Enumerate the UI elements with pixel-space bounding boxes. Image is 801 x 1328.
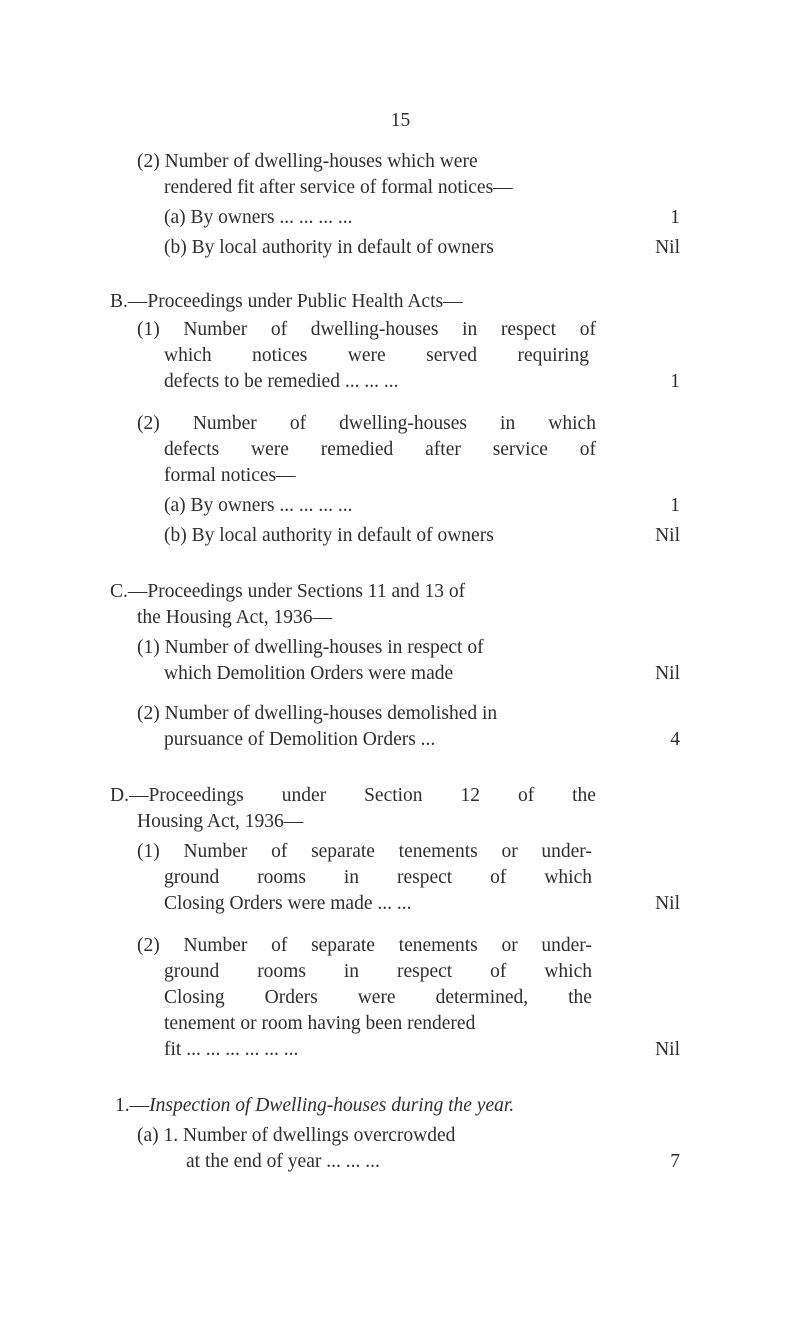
word: defects <box>164 439 220 460</box>
b-item-2b-value: Nil <box>655 525 680 546</box>
word: separate <box>311 841 375 862</box>
word: D.—Proceedings <box>110 785 244 806</box>
word: rooms <box>257 867 306 888</box>
word: which <box>544 961 592 982</box>
word: respect <box>396 961 453 982</box>
word: service <box>492 439 548 460</box>
word: requiring <box>517 345 589 366</box>
c-item-2-line-2: pursuance of Demolition Orders ... <box>164 729 436 750</box>
word: Section <box>364 785 423 806</box>
d-item-1-line-2 <box>164 866 592 890</box>
word: in <box>462 319 478 340</box>
c-item-1-line-2: which Demolition Orders were made <box>164 663 454 684</box>
word: of <box>270 319 288 340</box>
section-c-heading-line-2: the Housing Act, 1936— <box>137 607 332 628</box>
word: rooms <box>257 961 306 982</box>
b-item-1-value: 1 <box>670 371 680 392</box>
word: separate <box>311 935 375 956</box>
word: in <box>343 961 360 982</box>
word: (2) <box>137 935 160 956</box>
word: remedied <box>320 439 394 460</box>
d-item-2-line-2 <box>164 960 592 984</box>
d-item-1-line-1 <box>137 840 592 864</box>
word: the <box>572 785 596 806</box>
word: of <box>490 867 507 888</box>
word: of <box>579 439 596 460</box>
item-2-line-1: (2) Number of dwelling-houses which were <box>137 151 478 172</box>
c-item-1-value: Nil <box>655 663 680 684</box>
item-2-line-2: rendered fit after service of formal notices— <box>164 177 513 198</box>
word: Number <box>183 319 248 340</box>
d-item-2-line-5: fit ... ... ... ... ... ... <box>164 1039 299 1060</box>
word: were <box>357 987 396 1008</box>
word: Number <box>192 413 257 434</box>
word: dwelling-houses <box>310 319 439 340</box>
word: were <box>347 345 386 366</box>
word: (2) <box>137 413 160 434</box>
item-2b-value: Nil <box>655 237 680 258</box>
d-item-1-line-3: Closing Orders were made ... ... <box>164 893 412 914</box>
word: Number <box>183 841 248 862</box>
b-item-2-line-1 <box>137 412 596 436</box>
section-1-heading-prefix: 1.— <box>115 1095 150 1116</box>
item-2b-label: (b) By local authority in default of owners <box>164 237 494 258</box>
word: served <box>426 345 478 366</box>
word: of <box>271 935 288 956</box>
word: of <box>490 961 507 982</box>
section-d-heading-line-2: Housing Act, 1936— <box>137 811 304 832</box>
section-1-heading <box>115 1094 514 1118</box>
word: which <box>544 867 592 888</box>
item-2a-label: (a) By owners ... ... ... ... <box>164 207 353 228</box>
section-c-heading-line-1: C.—Proceedings under Sections 11 and 13 of <box>110 581 466 602</box>
d-item-2-line-4: tenement or room having been rendered <box>164 1013 476 1034</box>
word: under <box>281 785 327 806</box>
word: determined, <box>435 987 529 1008</box>
page-number: 15 <box>390 110 411 131</box>
section-1-heading-title: Inspection of Dwelling-houses during the year. <box>149 1095 515 1116</box>
word: or <box>501 935 518 956</box>
b-item-2a-value: 1 <box>670 495 680 516</box>
b-item-2a-label: (a) By owners ... ... ... ... <box>164 495 353 516</box>
word: in <box>500 413 516 434</box>
word: after <box>425 439 461 460</box>
word: which <box>548 413 596 434</box>
word: respect <box>396 867 453 888</box>
word: or <box>501 841 518 862</box>
word: of <box>579 319 596 340</box>
b-item-1-line-2 <box>164 344 589 368</box>
d-item-2-value: Nil <box>655 1039 680 1060</box>
word: tenements <box>398 841 478 862</box>
word: under- <box>541 935 592 956</box>
word: Number <box>183 935 248 956</box>
b-item-1-line-1 <box>137 318 596 342</box>
word: (1) <box>137 319 160 340</box>
c-item-2-line-1: (2) Number of dwelling-houses demolished in <box>137 703 498 724</box>
b-item-2-line-2 <box>164 438 596 462</box>
c-item-1-line-1: (1) Number of dwelling-houses in respect of <box>137 637 484 658</box>
word: notices <box>252 345 308 366</box>
word: in <box>343 867 360 888</box>
word: under- <box>541 841 592 862</box>
word: the <box>568 987 592 1008</box>
word: of <box>271 841 288 862</box>
b-item-2-line-3: formal notices— <box>164 465 296 486</box>
one-item-a-line-1: (a) 1. Number of dwellings overcrowded <box>137 1125 456 1146</box>
d-item-1-value: Nil <box>655 893 680 914</box>
word: of <box>289 413 307 434</box>
word: Closing <box>164 987 225 1008</box>
b-item-2b-label: (b) By local authority in default of owners <box>164 525 494 546</box>
word: were <box>251 439 289 460</box>
d-item-2-line-1 <box>137 934 592 958</box>
one-item-a-value: 7 <box>670 1151 680 1172</box>
word: 12 <box>460 785 480 806</box>
word: dwelling-houses <box>339 413 467 434</box>
item-2a-value: 1 <box>670 207 680 228</box>
word: respect <box>500 319 557 340</box>
word: ground <box>164 867 220 888</box>
one-item-a-line-2: at the end of year ... ... ... <box>186 1151 380 1172</box>
word: Orders <box>264 987 318 1008</box>
c-item-2-value: 4 <box>670 729 680 750</box>
word: ground <box>164 961 220 982</box>
b-item-1-line-3: defects to be remedied ... ... ... <box>164 371 399 392</box>
word: of <box>517 785 535 806</box>
word: (1) <box>137 841 160 862</box>
section-d-heading-line-1 <box>110 784 596 808</box>
d-item-2-line-3 <box>164 986 592 1010</box>
word: tenements <box>398 935 478 956</box>
section-b-heading: B.—Proceedings under Public Health Acts— <box>110 291 463 312</box>
word: which <box>164 345 212 366</box>
